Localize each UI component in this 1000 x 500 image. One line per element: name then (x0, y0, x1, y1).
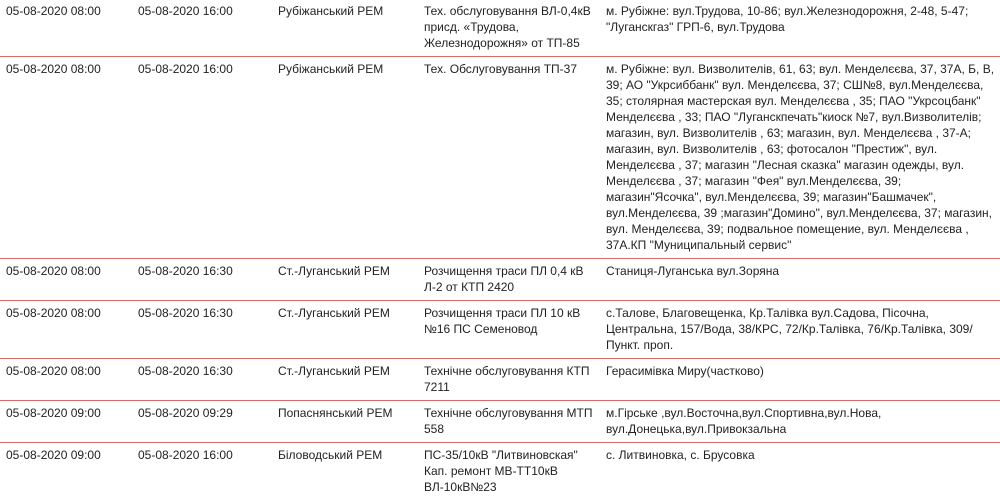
work-description-cell (424, 57, 606, 259)
work-line: №16 ПС Семеновод (424, 321, 606, 337)
start-time-cell: 05-08-2020 08:00 (0, 57, 138, 259)
address-line: м. Рубіжне: вул.Трудова, 10-86; вул.Железнодорожня, 2-48, 5-47; (606, 3, 1000, 19)
rem-cell: Рубіжанський РЕМ (278, 57, 424, 259)
work-line: ВЛ-10кВ№23 (424, 479, 606, 495)
end-time-cell: 05-08-2020 16:30 (138, 301, 278, 359)
address-line: м. Рубіжне: вул. Визволителів, 61, 63; вул. Менделєєва, 37, 37А, Б, В, (606, 61, 1000, 77)
rem-cell: Попаснянський РЕМ (278, 401, 424, 443)
affected-addresses-cell (606, 359, 1000, 401)
work-line: Кап. ремонт МВ-ТТ10кВ (424, 463, 606, 479)
table-row (0, 259, 1000, 301)
work-line: 7211 (424, 379, 606, 395)
work-description-cell (424, 401, 606, 443)
table-row (0, 0, 1000, 57)
work-line: ПС-35/10кВ "Литвиновская" (424, 447, 606, 463)
table-row (0, 359, 1000, 401)
end-time-cell: 05-08-2020 09:29 (138, 401, 278, 443)
table-row (0, 301, 1000, 359)
work-line: Железнодорожня» от ТП-85 (424, 35, 606, 51)
work-description-cell (424, 0, 606, 57)
address-line: с.Талове, Благовещенка, Кр.Талівка вул.Садова, Пісочна, (606, 305, 1000, 321)
address-line: Герасимівка Миру(частково) (606, 363, 1000, 379)
work-description-cell (424, 359, 606, 401)
work-line: Тех. обслуговування ВЛ-0,4кВ (424, 3, 606, 19)
end-time-cell: 05-08-2020 16:30 (138, 259, 278, 301)
affected-addresses-cell (606, 57, 1000, 259)
address-line: вул. Менделєєва, 39; подвальное помещение, вул. Менделєєва , (606, 221, 1000, 237)
start-time-cell: 05-08-2020 08:00 (0, 359, 138, 401)
affected-addresses-cell (606, 443, 1000, 500)
end-time-cell: 05-08-2020 16:30 (138, 359, 278, 401)
address-line: вул.Менделєєва, 39 ;магазин"Домино", вул.Менделєєва, 37; магазин, (606, 205, 1000, 221)
work-description-cell (424, 301, 606, 359)
address-line: Менделєєва , 37; магазин "Фея" вул.Менделєєва, 39; (606, 173, 1000, 189)
address-line: с. Литвиновка, с. Брусовка (606, 447, 1000, 463)
address-line: магазин, вул. Визволителів , 63; магазин, вул. Менделєєва , 37-А; (606, 125, 1000, 141)
address-line: магазин, вул. Визволителів , 63; фотосалон "Престиж", вул. (606, 141, 1000, 157)
address-line: Менделєєва , 37; магазин "Лесная сказка" магазин одежды, вул. (606, 157, 1000, 173)
affected-addresses-cell (606, 0, 1000, 57)
address-line: Пункт. проп. (606, 337, 1000, 353)
table-row (0, 443, 1000, 500)
work-line: Розчищення траси ПЛ 10 кВ (424, 305, 606, 321)
rem-cell: Ст.-Луганський РЕМ (278, 259, 424, 301)
address-line: Центральна, 157/Вода, 38/КРС, 72/Кр.Талівка, 76/Кр.Талівка, 309/ (606, 321, 1000, 337)
work-line: Л-2 от КТП 2420 (424, 279, 606, 295)
end-time-cell: 05-08-2020 16:00 (138, 0, 278, 57)
work-line: 558 (424, 421, 606, 437)
address-line: 39; АО "Укрсиббанк" вул. Менделєєва, 37; СШ№8, вул.Менделєєва, (606, 77, 1000, 93)
rem-cell: Біловодський РЕМ (278, 443, 424, 500)
start-time-cell: 05-08-2020 08:00 (0, 0, 138, 57)
table-row (0, 57, 1000, 259)
start-time-cell: 05-08-2020 08:00 (0, 259, 138, 301)
address-line: 35; столярная мастерская вул. Менделєєва , 35; ПАО "Укрсоцбанк" (606, 93, 1000, 109)
end-time-cell: 05-08-2020 16:00 (138, 443, 278, 500)
work-line: Технічне обслуговування КТП (424, 363, 606, 379)
work-line: Розчищення траси ПЛ 0,4 кВ (424, 263, 606, 279)
address-line: вул.Донецька,вул.Привокзальна (606, 421, 1000, 437)
address-line: м.Гірське ,вул.Восточна,вул.Спортивна,вул.Нова, (606, 405, 1000, 421)
end-time-cell: 05-08-2020 16:00 (138, 57, 278, 259)
rem-cell: Ст.-Луганський РЕМ (278, 359, 424, 401)
address-line: Станиця-Луганська вул.Зоряна (606, 263, 1000, 279)
affected-addresses-cell (606, 401, 1000, 443)
table-row (0, 401, 1000, 443)
work-description-cell (424, 443, 606, 500)
affected-addresses-cell (606, 259, 1000, 301)
work-line: присд. «Трудова, (424, 19, 606, 35)
start-time-cell: 05-08-2020 08:00 (0, 301, 138, 359)
address-line: "Луганскгаз" ГРП-6, вул.Трудова (606, 19, 1000, 35)
address-line: магазин"Ясочка", вул.Менделєєва, 39; магазин"Башмачек", (606, 189, 1000, 205)
work-line: Технічне обслуговування МТП (424, 405, 606, 421)
start-time-cell: 05-08-2020 09:00 (0, 443, 138, 500)
address-line: 37А.КП "Муниципальный сервис" (606, 237, 1000, 253)
work-line: Тех. Обслуговування ТП-37 (424, 61, 606, 77)
work-description-cell (424, 259, 606, 301)
affected-addresses-cell (606, 301, 1000, 359)
start-time-cell: 05-08-2020 09:00 (0, 401, 138, 443)
address-line: Менделєєва , 33; ПАО "Луганскпечать"киоск №7, вул.Визволителів; (606, 109, 1000, 125)
rem-cell: Ст.-Луганський РЕМ (278, 301, 424, 359)
rem-cell: Рубіжанський РЕМ (278, 0, 424, 57)
